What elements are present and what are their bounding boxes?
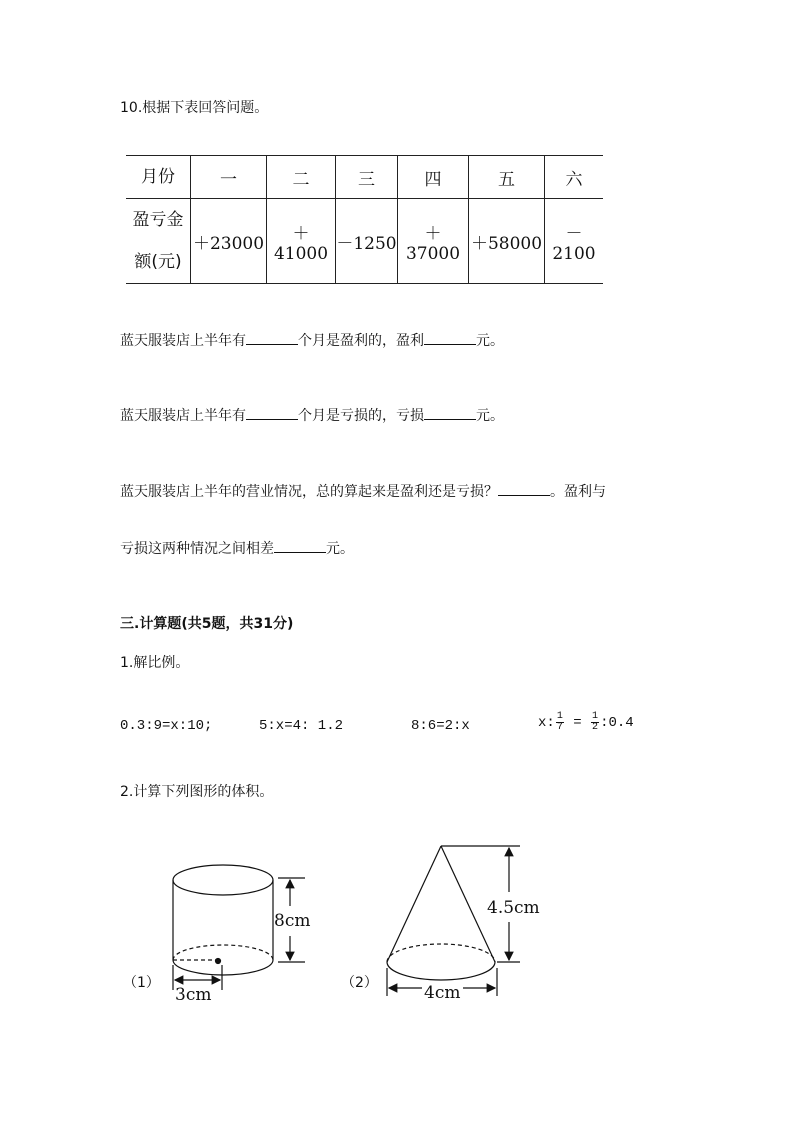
denominator: 7 <box>556 722 563 733</box>
text: 元。 <box>326 541 354 557</box>
table-cell: －1250 <box>336 199 398 284</box>
equation-3: 8:6=2:x <box>411 718 470 734</box>
cone-base-back <box>387 944 495 962</box>
text: 个月是盈利的，盈利 <box>298 333 424 349</box>
cone-diameter-label: 4cm <box>424 983 461 1003</box>
table-header-cell: 四 <box>398 156 469 199</box>
cone-base-front <box>387 962 495 980</box>
cone-figure <box>387 846 520 996</box>
cylinder-bottom-front <box>173 960 273 975</box>
text: 。盈利与 <box>550 484 606 500</box>
table-header-cell: 一 <box>191 156 267 199</box>
text: = <box>564 715 591 732</box>
text: x: <box>538 715 555 732</box>
text: 个月是亏损的，亏损 <box>298 408 424 424</box>
equation-2: 5:x=4: 1.2 <box>259 718 344 734</box>
text: 蓝天服装店上半年有 <box>120 408 246 424</box>
text: 蓝天服装店上半年有 <box>120 333 246 349</box>
text: 元。 <box>476 333 504 349</box>
table-cell: ＋58000 <box>469 199 545 284</box>
row-label-line1: 盈亏金 <box>132 210 184 230</box>
text: 元。 <box>476 408 504 424</box>
figure-1-label: （1） <box>123 975 160 991</box>
cylinder-top-ellipse <box>173 865 273 895</box>
cylinder-bottom-back <box>173 945 273 960</box>
table-cell: －2100 <box>545 199 604 284</box>
numerator: 1 <box>592 711 599 722</box>
cylinder-radius-label: 3cm <box>175 985 212 1005</box>
q2-title: 2.计算下列图形的体积。 <box>120 784 274 800</box>
section-heading: 三.计算题(共5题，共31分) <box>120 616 294 632</box>
table-header-cell: 三 <box>336 156 398 199</box>
table-header-cell: 五 <box>469 156 545 199</box>
table-header-cell: 二 <box>267 156 336 199</box>
denominator: 2 <box>592 722 599 733</box>
cylinder-center-dot <box>216 959 221 964</box>
text: 蓝天服装店上半年的营业情况，总的算起来是盈利还是亏损？ <box>120 484 498 500</box>
table-cell: ＋41000 <box>267 199 336 284</box>
cone-height-label: 4.5cm <box>487 898 540 918</box>
q10-title: 10.根据下表回答问题。 <box>120 100 269 116</box>
q1-title: 1.解比例。 <box>120 655 190 671</box>
text: 亏损这两种情况之间相差 <box>120 541 274 557</box>
figure-2-label: （2） <box>341 975 378 991</box>
table-header-cell: 六 <box>545 156 604 199</box>
table-cell: ＋37000 <box>398 199 469 284</box>
equation-1: 0.3:9=x:10; <box>120 718 213 734</box>
numerator: 1 <box>556 711 563 722</box>
cylinder-height-label: 8cm <box>274 911 311 931</box>
table-cell: ＋23000 <box>191 199 267 284</box>
row-label-line2: 额(元) <box>134 252 182 272</box>
text: :0.4 <box>600 715 634 732</box>
table-header-cell: 月份 <box>126 156 191 199</box>
